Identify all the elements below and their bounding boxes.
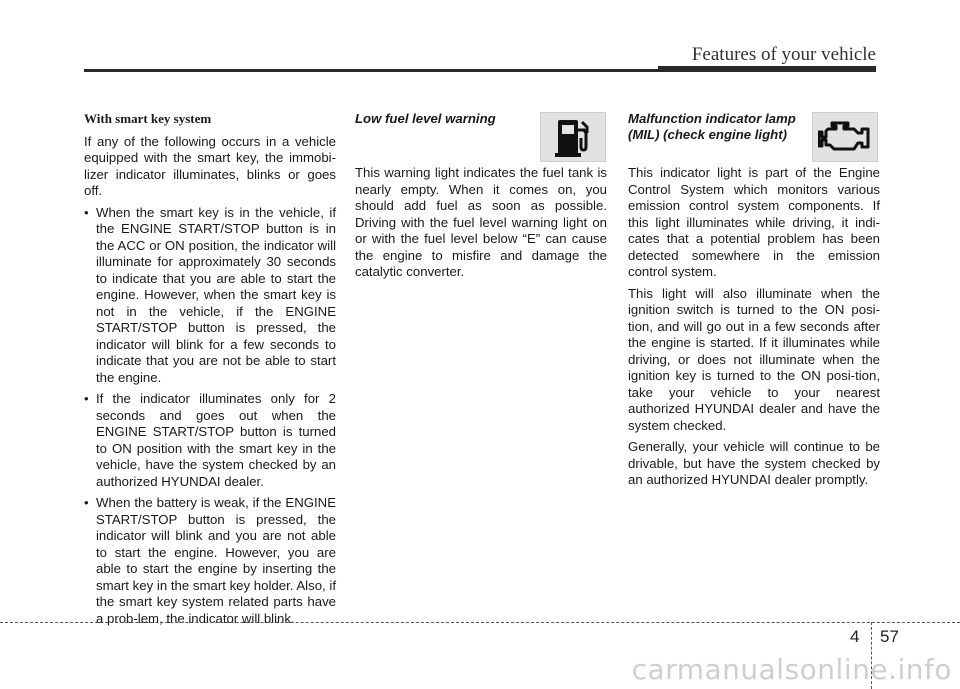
column-smart-key (84, 111, 336, 632)
section-title-mil: Malfunction indicator lamp (MIL) (check engine light) (628, 111, 796, 142)
mil-paragraph: Generally, your vehicle will continue to be drivable, but have the system checked by an authorized HYUNDAI dealer promptly. (628, 439, 880, 487)
page-number: 57 (880, 627, 899, 646)
bullet-item: • When the smart key is in the vehicle, if the ENGINE START/STOP button is in the ACC or ON position, the indicator will illuminate for approximately 30 seconds to indicate that you are able to start the engine. However, when the smart key is not in the vehicle, if the ENGINE START/STOP button is pressed, the indicator will blink for a few seconds to indicate that you are not be able to start the engine. (84, 205, 336, 387)
intro-paragraph: If any of the following occurs in a vehicle equipped with the smart key, the immobi-lizer indicator illuminates, blinks or goes off. (84, 133, 336, 198)
low-fuel-paragraph: This warning light indicates the fuel tank is nearly empty. When it comes on, you should add fuel as soon as possible. Driving with the fuel level warning light on or with the fuel level below “E” can cause the engine to misfire and damage the catalytic converter. (355, 165, 607, 279)
section-subhead: With smart key system (84, 111, 212, 126)
mil-paragraph: This light will also illuminate when the ignition switch is turned to the ON posi-tion, and will go out in a few seconds after the engine is started. If it illuminates while driving, or does not illuminate when the ignition key is turned to the ON posi-tion, take your vehicle to your nearest authorized HYUNDAI dealer and have the system checked. (628, 285, 880, 433)
column-mil (628, 111, 880, 494)
section-title-low-fuel: Low fuel level warning (355, 111, 496, 126)
bullet-list (84, 205, 336, 628)
bullet-item: • When the battery is weak, if the ENGINE START/STOP button is pressed, the indicator will blink and you are not able to start the engine. However, you are able to start the engine by inserting the smart key in the smart key holder. Also, if the smart key system related parts have a prob-lem, the indicator will blink. (84, 495, 336, 627)
page-header-title: Features of your vehicle (691, 44, 876, 65)
bullet-item: • If the indicator illuminates only for 2 seconds and goes out when the ENGINE START/STOP button is turned to ON position with the smart key in the vehicle, have the system checked by an authorized HYUNDAI dealer. (84, 391, 336, 490)
header-rule-accent (658, 66, 876, 72)
check-engine-icon (812, 112, 878, 162)
footer-rule (0, 622, 960, 623)
mil-paragraph: This indicator light is part of the Engine Control System which monitors various emission control system components. If this light illuminates while driving, it indi-cates that a potential problem has been detected somewhere in the emission control system. (628, 165, 880, 279)
fuel-pump-icon (540, 112, 606, 162)
watermark: carmanualsonline.info (631, 653, 952, 686)
chapter-number: 4 (850, 627, 860, 646)
